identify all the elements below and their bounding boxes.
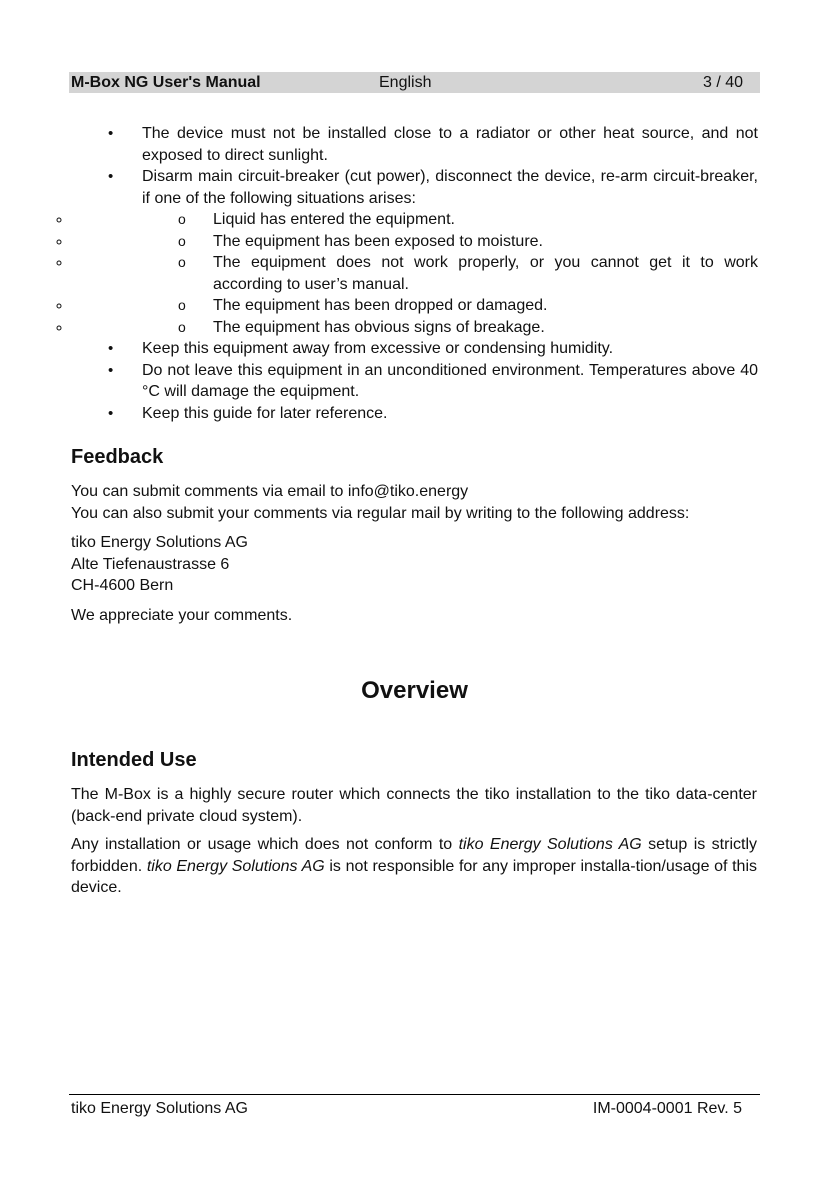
sub-list-item: o ◦ The equipment has been exposed to moisture. bbox=[72, 231, 758, 253]
address-line: CH-4600 Bern bbox=[71, 577, 174, 594]
safety-bullet-list bbox=[72, 123, 758, 424]
situation-sub-list bbox=[72, 209, 758, 338]
section-title: Overview bbox=[361, 677, 468, 704]
usage-restriction-paragraph: Any installation or usage which does not conform to tiko Energy Solutions AG setup is strictly forbidden. tiko Energy Solutions AG is not responsible for any improper installa-tion/usage of this device. bbox=[71, 836, 758, 896]
list-item: • The device must not be installed close to a radiator or other heat source, and not exposed to direct sunlight. bbox=[72, 123, 758, 166]
postal-address bbox=[71, 532, 757, 597]
sub-list-item: o ◦ Liquid has entered the equipment. bbox=[72, 209, 758, 231]
page-header bbox=[69, 72, 760, 93]
intended-use-paragraph: The M-Box is a highly secure router which connects the tiko installation to the tiko data-center (back-end private cloud system). bbox=[71, 786, 757, 825]
footer-document-id: IM-0004-0001 Rev. 5 bbox=[592, 1100, 742, 1117]
feedback-mail-line: You can also submit your comments via regular mail by writing to the following address: bbox=[71, 505, 690, 522]
sub-list-item: o ◦ The equipment does not work properly, or you cannot get it to work according to user’s manual. bbox=[72, 252, 758, 295]
sub-list-item: o ◦ The equipment has obvious signs of breakage. bbox=[72, 317, 758, 339]
language-label: English bbox=[379, 74, 432, 91]
sub-list-item: o ◦ The equipment has been dropped or damaged. bbox=[72, 295, 758, 317]
company-name-emphasis: tiko Energy Solutions AG bbox=[458, 836, 642, 853]
footer-company: tiko Energy Solutions AG bbox=[71, 1100, 248, 1117]
feedback-heading: Feedback bbox=[71, 446, 164, 468]
feedback-email-line: You can submit comments via email to info@tiko.energy bbox=[71, 483, 469, 500]
manual-title: M-Box NG User's Manual bbox=[71, 74, 261, 91]
list-item: • Disarm main circuit-breaker (cut power), disconnect the device, re-arm circuit-breaker, if one of the following situations arises: o ◦ Liquid has entered the equipment. o ◦ The equipment has been exposed to moisture. o ◦ The equipment does not work properly, or you cannot get it to work according to user’s manual. o ◦ The equipment has been dropped or damaged. o ◦ The equipment has obvious signs of breakage. bbox=[72, 166, 758, 338]
list-item: • Keep this equipment away from excessive or condensing humidity. bbox=[72, 338, 758, 360]
feedback-closing: We appreciate your comments. bbox=[71, 607, 293, 624]
intended-use-heading: Intended Use bbox=[71, 749, 197, 771]
list-item: • Do not leave this equipment in an unconditioned environment. Temperatures above 40 °C will damage the equipment. bbox=[72, 360, 758, 403]
address-line: tiko Energy Solutions AG bbox=[71, 534, 248, 551]
company-name-emphasis: tiko Energy Solutions AG bbox=[146, 857, 325, 875]
list-item: • Keep this guide for later reference. bbox=[72, 403, 758, 425]
footer-divider bbox=[69, 1094, 760, 1095]
address-line: Alte Tiefenaustrasse 6 bbox=[71, 555, 230, 573]
page-number: 3 / 40 bbox=[702, 74, 743, 91]
